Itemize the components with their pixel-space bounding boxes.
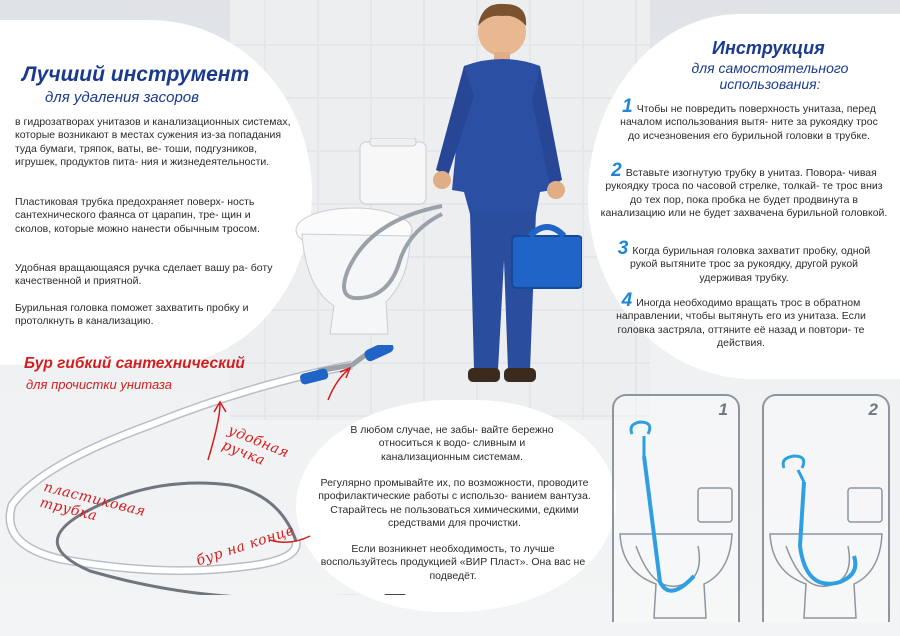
- advice-paragraph-3: Если возникнет необходимость, то лучше воспользуйтесь продукцией «ВИР Пласт». Она вас не подведёт.: [320, 543, 586, 582]
- step-number: 3: [617, 238, 629, 259]
- auger-cable-held: [330, 200, 490, 340]
- left-paragraph-4: Бурильная головка поможет захватить пробку и протолкнуть в канализацию.: [15, 302, 249, 328]
- left-paragraph-3: Удобная вращающаяся ручка сделает вашу ра- боту качественной и приятной.: [15, 262, 273, 288]
- product-title: Бур гибкий сантехнический: [24, 355, 245, 372]
- advice-paragraph-1: В любом случае, не забы- вайте бережно относиться к водо- сливным и канализационным системам.: [350, 424, 554, 463]
- instruction-step-4: 4 Иногда необходимо вращать трос в обратном направлении, чтобы вытянуть его из унитаза. Если головка застряла, оттяните её назад и повтори- те действия.: [616, 290, 866, 349]
- instruction-step-1: 1 Чтобы не повредить поверхность унитаза, перед началом использования вытя- ните за рукоядку трос до исчезновения его бурильной головки в трубке.: [620, 96, 878, 142]
- instruction-title: Инструкция: [712, 38, 825, 58]
- instruction-subtitle: для самостоятельного использования:: [691, 60, 849, 92]
- label-convenient-handle: удобная ручка: [219, 422, 292, 469]
- toilet-diagram-1: [614, 396, 738, 622]
- step-number: 4: [621, 290, 633, 311]
- main-title: Лучший инструмент: [22, 63, 250, 86]
- left-paragraph-1: в гидрозатворах унитазов и канализационных системах, которые возникают в местах сужения из-за попадания туда бумаги, тряпок, ваты, ве- тоши, подгузников, игрушек, продуктов пита- ния и жизнедеятельности.: [15, 116, 291, 168]
- label-drill-tip: бур на конце: [194, 522, 297, 570]
- instruction-step-3: 3 Когда бурильная головка захватит пробку, одной рукой вытяните трос за рукоядку, другой рукой удерживая трубку.: [617, 238, 871, 284]
- product-subtitle: для прочистки унитаза: [26, 377, 173, 392]
- usage-diagram-2: [762, 394, 890, 622]
- main-subtitle: для удаления засоров: [45, 89, 199, 106]
- step-number: 1: [622, 96, 633, 117]
- diagram-number: 1: [718, 400, 728, 419]
- label-plastic-tube: пластиковая трубка: [38, 479, 148, 525]
- diagram-number: 2: [868, 400, 878, 419]
- instruction-step-2: 2 Вставьте изогнутую трубку в унитаз. Повора- чивая рукоядку троса по часовой стрелке, толкай- те трос вниз до тех пор, пока пробка не будет продвинута в канализацию или не будет захвачена бурильной головкой.: [600, 160, 888, 219]
- left-paragraph-2: Пластиковая трубка предохраняет поверх- ность сантехнического фаянса от царапин, тре- щин и сколов, которые можно нанести обычным тросом.: [15, 196, 260, 235]
- advice-paragraph-2: Регулярно промывайте их, по возможности, проводите профилактические работы с использо- ванием вантуза. Старайтесь не пользоваться химическими, едкими средствами для прочистки.: [318, 477, 591, 529]
- step-number: 2: [611, 160, 622, 181]
- usage-diagram-1: [612, 394, 740, 622]
- toilet-diagram-2: [764, 396, 888, 622]
